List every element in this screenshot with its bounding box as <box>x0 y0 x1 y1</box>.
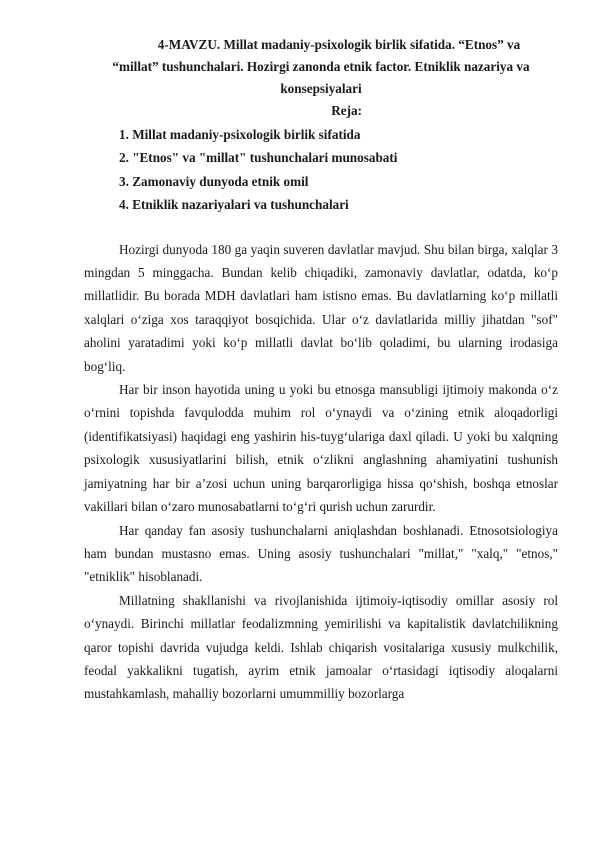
paragraph: Hozirgi dunyoda 180 ga yaqin suveren davlatlar mavjud. Shu bilan birga, xalqlar 3 mingdan 5 minggacha. Bundan kelib chiqadiki, zamonaviy davlatlar, odatda, ko‘p millatlidir. Bu borada MDH davlatlari ham istisno emas. Bu davlatlarning ko‘p millatli xalqlari o‘ziga xos taraqqiyot bosqichida. Ular o‘z davlatlarida milliy jihatdan "sof" aholini yaratadimi yoki ko‘p millatli davlat bo‘lib qoladimi, bu ularning irodasiga bog‘liq. <box>84 241 558 374</box>
title-continuation: “millat” tushunchalari. Hozirgi zanonda etnik factor. Etniklik nazariya va konsepsiyalari <box>112 59 530 96</box>
paragraph: Har bir inson hayotida uning u yoki bu etnosga mansubligi ijtimoiy makonda o‘z o‘rnini topishda favqulodda muhim rol o‘ynaydi va o‘zining etnik aloqadorligi (identifikatsiyasi) haqidagi eng yashirin his-tuyg‘ularіga daxl qiladi. U yoki bu xalqning psixologik xususiyatlarini bilish, etnik o‘zlikni anglashning ahamiyatini tushunish jamiyatning har bir a’zosi uchun uning barqarorligiga hissa qo‘shish, boshqa etnoslar vakillari bilan o‘zaro munosabatlarni to‘g‘ri qurish uchun zarurdir. <box>84 382 558 515</box>
paragraph: Millatning shakllanishi va rivojlanishida ijtimoiy-iqtisodiy omillar asosiy rol o‘ynaydi. Birinchi millatlar feodalizmning yemirilishi va kapitalistik davlatchilikning qaror topishi davrida vujudga keldi. Ishlab chiqarish vositalariga xususiy mulkchilik, feodal yakkalikni tugatish, ayrim etnik jamoalar o‘rtasidagi iqtisodiy aloqalarni mustahkamlash, mahalliy bozorlarni umummilliy bozorlarga <box>84 592 558 702</box>
plan-list <box>84 123 558 217</box>
plan-item: 1. Millat madaniy-psixologik birlik sifatida <box>119 127 361 142</box>
document-page <box>84 34 558 706</box>
paragraph: Har qanday fan asosiy tushunchalarni aniqlashdan boshlanadi. Etnosotsiologiya ham bundan mustasno emas. Uning asosiy tushunchalari "millat," "xalq," "etnos," "etniklik" hisoblanadi. <box>84 522 558 585</box>
plan-item: 3. Zamonaviy dunyoda etnik omil <box>119 173 309 189</box>
title-line-1: 4-MAVZU. Millat madaniy-psixologik birlik sifatida. “Etnos” va <box>157 37 521 52</box>
plan-heading: Reja: <box>331 103 362 118</box>
document-title <box>84 34 558 100</box>
body-text <box>84 238 558 706</box>
plan-item: 4. Etniklik nazariyalari va tushunchalari <box>119 197 349 213</box>
plan-item: 2. "Etnos" va "millat" tushunchalari munosabati <box>119 150 398 166</box>
